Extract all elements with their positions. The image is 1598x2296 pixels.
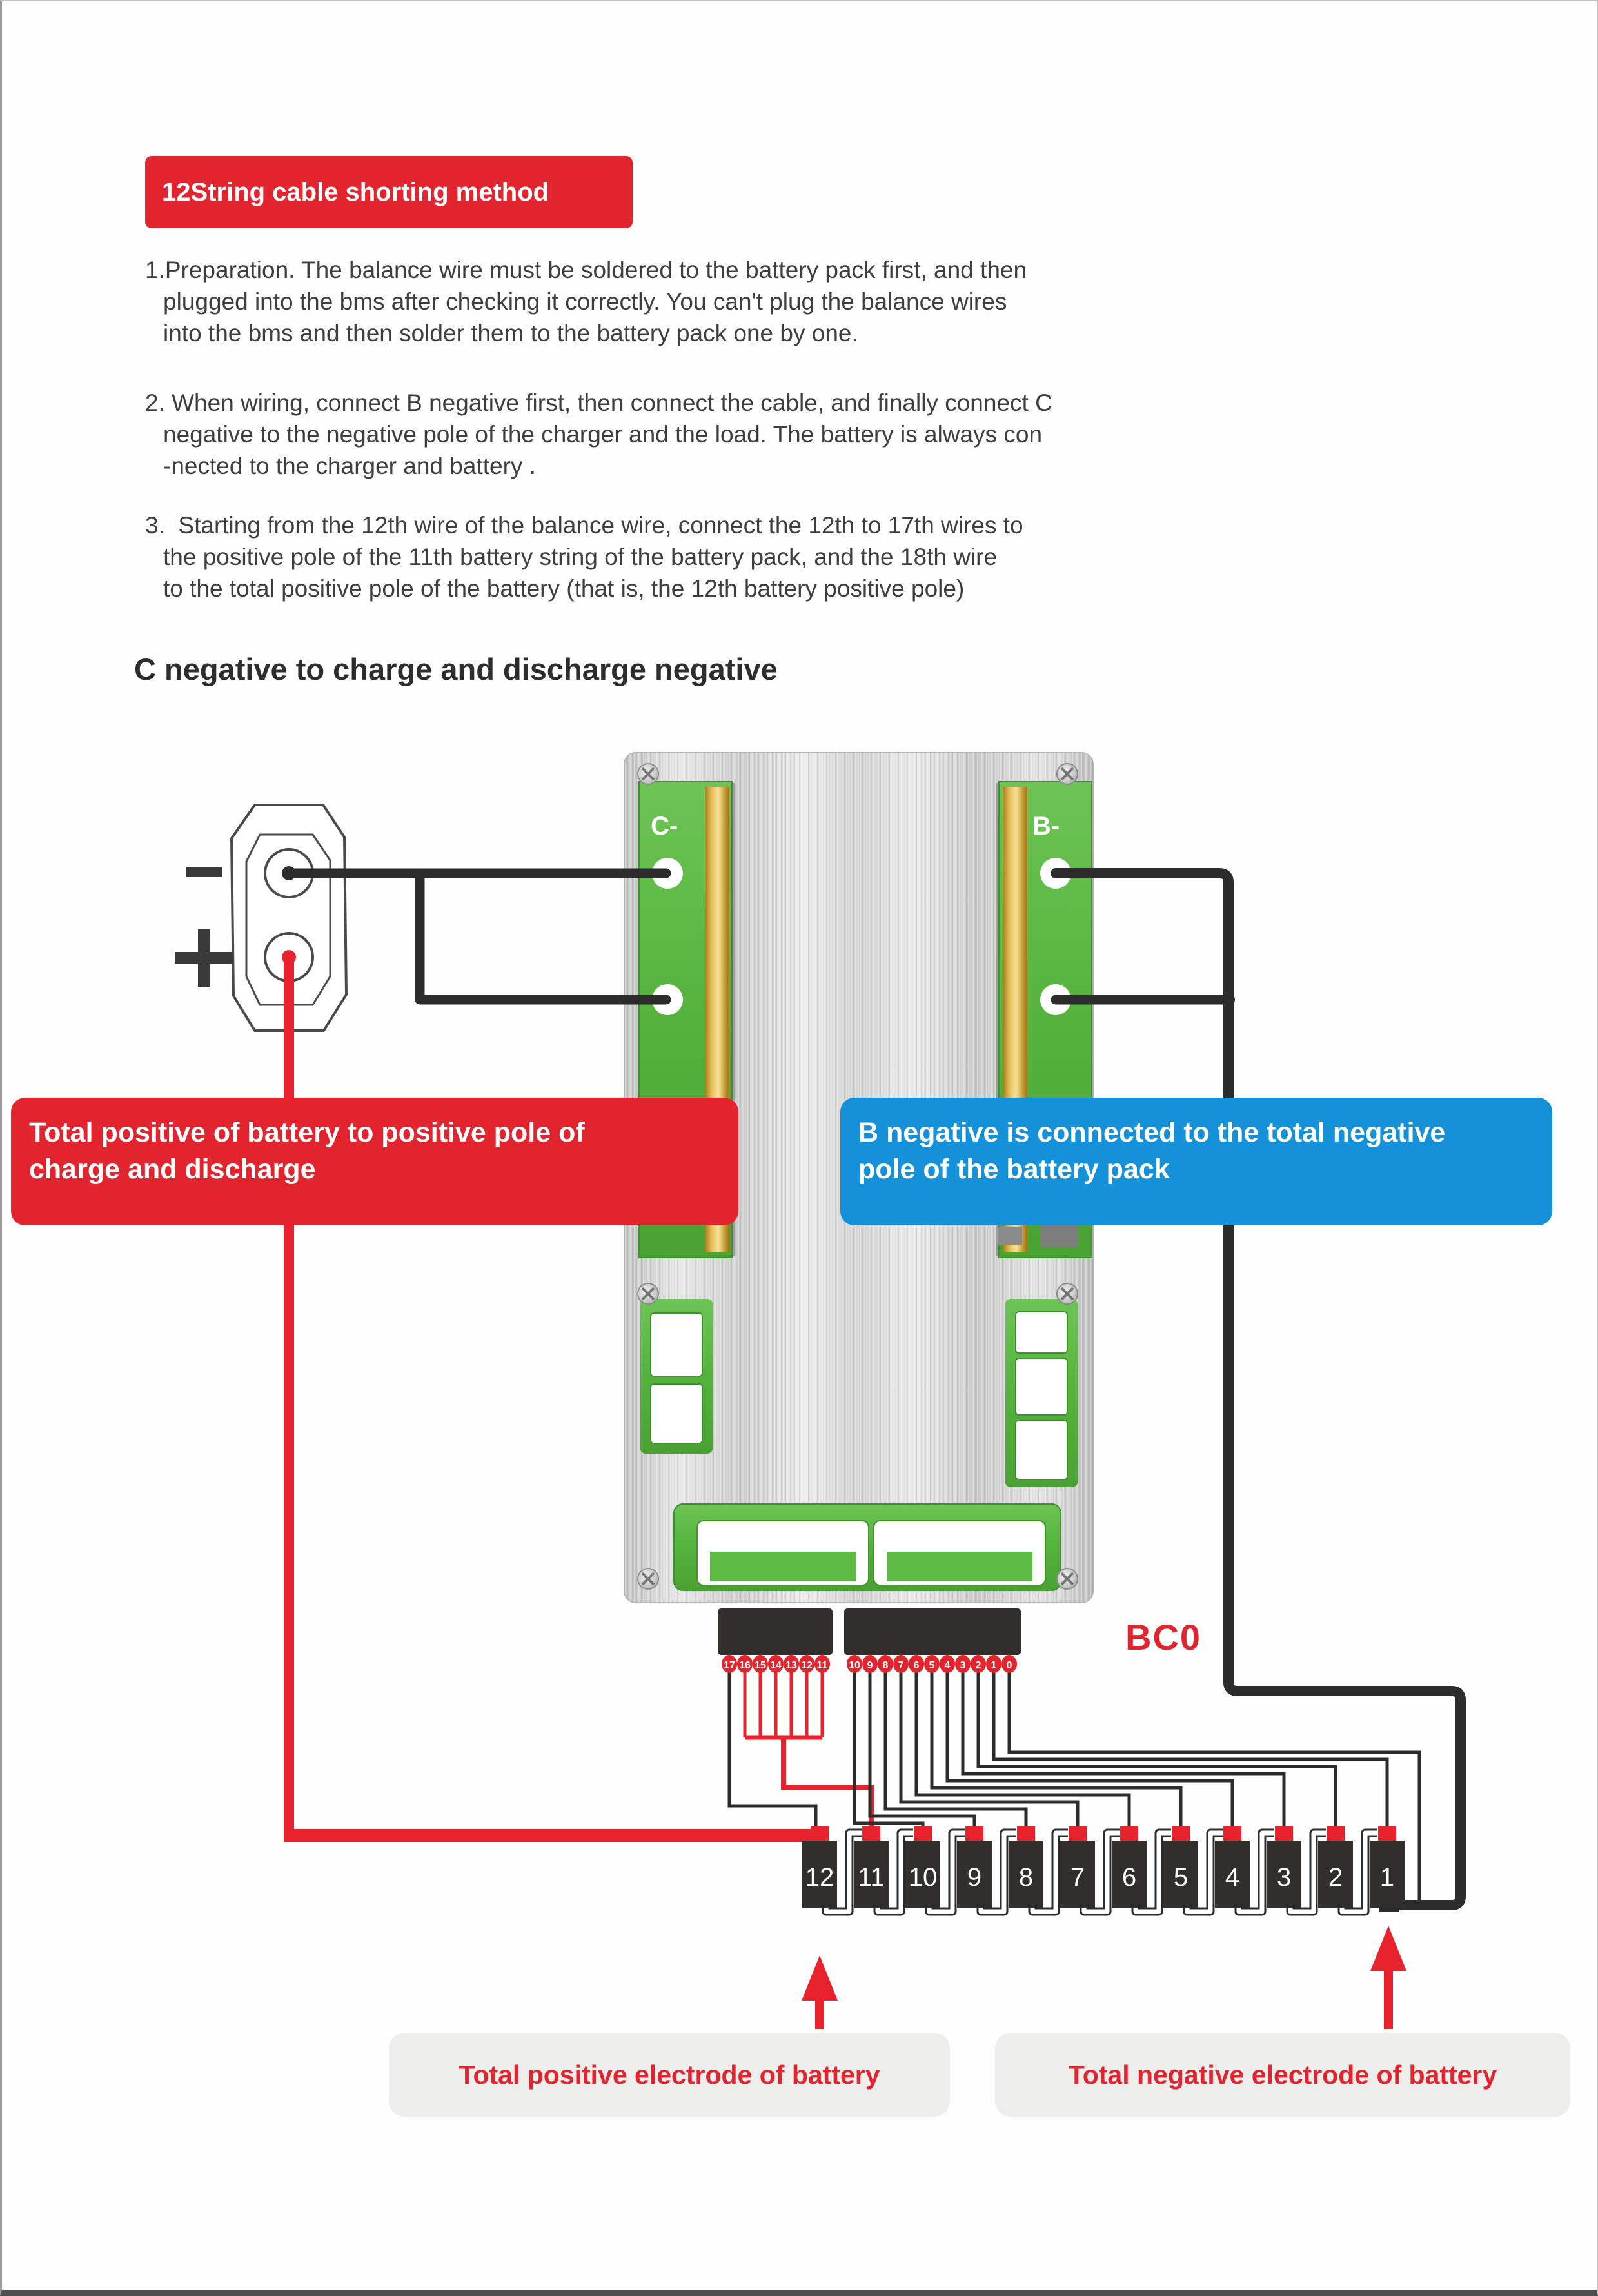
battery-number: 9 (967, 1863, 982, 1892)
balance-pin-12 (799, 1655, 814, 1673)
arrow-shaft (815, 1995, 824, 2029)
battery-number: 12 (805, 1863, 834, 1892)
balance-pin-11 (814, 1655, 830, 1673)
balance-wire-4 (947, 1672, 1232, 1839)
pin-number: 8 (882, 1660, 889, 1671)
battery-number: 10 (908, 1863, 938, 1892)
page-title: 12String cable shorting method (145, 156, 633, 228)
arrow-shaft (1384, 1966, 1393, 2029)
battery-cell-6 (1112, 1826, 1147, 1908)
battery-cell-7 (1060, 1826, 1095, 1908)
balance-receptacle (674, 1504, 1061, 1590)
charger-plug (175, 805, 346, 1031)
terminal-slot (1016, 1420, 1067, 1480)
terminal-slot (651, 1384, 702, 1443)
balance-wire-7 (901, 1672, 1078, 1839)
pin-number: 15 (755, 1660, 766, 1671)
battery-cell-8 (1009, 1826, 1043, 1908)
mid-left-terminal-block (640, 1299, 713, 1454)
callout-line: pole of the battery pack (858, 1154, 1170, 1185)
smd-chip (1040, 1225, 1078, 1247)
terminal-slot (1016, 1312, 1067, 1353)
battery-number: 8 (1018, 1863, 1034, 1892)
balance-pin-2 (971, 1655, 986, 1673)
balance-wire-10 (854, 1672, 923, 1839)
battery-cell-5 (1163, 1826, 1198, 1908)
instruction-line: the positive pole of the 11th battery string of the battery pack, and the 18th wire (163, 544, 998, 570)
battery-cell-2 (1318, 1826, 1353, 1908)
balance-wire-2 (978, 1672, 1336, 1839)
terminal-slot (651, 1313, 702, 1376)
battery-number: 5 (1173, 1863, 1189, 1892)
balance-pin-13 (784, 1655, 799, 1673)
smd-chip (998, 1227, 1022, 1245)
screw-icon (1057, 764, 1078, 784)
b-minus-label: B- (1032, 812, 1060, 840)
battery-number: 7 (1070, 1863, 1085, 1892)
balance-pin-numbers (722, 1655, 1017, 1673)
balance-pin-1 (986, 1655, 1001, 1673)
battery-number: 1 (1379, 1863, 1395, 1892)
battery-positive-cap (862, 1826, 880, 1842)
instruction-line: plugged into the bms after checking it correctly. You can't plug the balance wires (163, 288, 1007, 315)
callout-total-positive (11, 1098, 738, 1225)
pin-number: 16 (739, 1660, 751, 1671)
instruction-line: into the bms and then solder them to the battery pack one by one. (163, 320, 858, 346)
label-total-positive-electrode: Total positive electrode of battery (389, 2033, 950, 2117)
battery-number: 2 (1328, 1863, 1343, 1892)
pin-number: 1 (991, 1660, 997, 1671)
instruction-line: negative to the negative pole of the charger and the load. The battery is always con (163, 421, 1043, 448)
screw-icon (638, 764, 658, 784)
battery-positive-cap (811, 1826, 829, 1842)
pin-number: 7 (898, 1660, 904, 1671)
battery-positive-cap (1327, 1826, 1345, 1842)
section-heading: C negative to charge and discharge negative (134, 652, 778, 686)
receptacle-key (710, 1552, 856, 1581)
mid-right-terminal-block (1005, 1299, 1078, 1487)
battery-positive-cap (914, 1826, 932, 1842)
bc0-label: BC0 (1125, 1617, 1202, 1658)
pin-number: 9 (867, 1660, 873, 1671)
balance-pin-7 (893, 1655, 909, 1673)
battery-number: 6 (1121, 1863, 1137, 1892)
balance-wire-5 (932, 1672, 1181, 1839)
battery-positive-cap (1120, 1826, 1138, 1842)
balance-pin-0 (1001, 1655, 1017, 1673)
pin-number: 10 (849, 1660, 860, 1671)
pin-number: 13 (785, 1660, 797, 1671)
total-positive-wire-horizontal (284, 1829, 819, 1842)
arrow-up-total-positive (802, 1955, 838, 2001)
battery-positive-cap (1223, 1826, 1241, 1842)
pin-number: 14 (770, 1660, 782, 1671)
balance-pin-14 (768, 1655, 784, 1673)
pin-number: 3 (960, 1660, 966, 1671)
instruction-line: 1.Preparation. The balance wire must be soldered to the battery pack first, and then (145, 257, 1027, 283)
pin-number: 4 (944, 1660, 951, 1671)
balance-pin-16 (737, 1655, 753, 1673)
callout-line: Total positive of battery to positive pole of (29, 1117, 585, 1148)
battery-number: 4 (1225, 1863, 1240, 1892)
b-minus-wire-main (1056, 873, 1461, 1905)
balance-wire-17 (729, 1672, 816, 1839)
battery-positive-cap (1172, 1826, 1190, 1842)
balance-pin-8 (878, 1655, 893, 1673)
balance-plug-right (844, 1608, 1021, 1655)
battery-cell-9 (957, 1826, 992, 1908)
battery-cell-11 (854, 1826, 889, 1908)
battery-positive-cap (1378, 1826, 1396, 1842)
pin-number: 6 (913, 1660, 920, 1671)
battery-cell-1 (1370, 1826, 1405, 1908)
balance-pin-9 (862, 1655, 878, 1673)
instruction-line: 2. When wiring, connect B negative first, then connect the cable, and finally connect C (145, 390, 1052, 416)
terminal-slot (1016, 1358, 1067, 1415)
balance-pin-4 (940, 1655, 955, 1673)
pin-number: 0 (1006, 1660, 1012, 1671)
screw-icon (638, 1283, 658, 1304)
callout-b-negative (840, 1098, 1552, 1225)
minus-symbol (186, 867, 222, 877)
balance-pin-17 (722, 1655, 737, 1673)
instruction-line: to the total positive pole of the battery (that is, the 12th battery positive pole) (163, 575, 965, 602)
balance-wire-3 (963, 1672, 1284, 1839)
battery-cell-3 (1267, 1826, 1301, 1908)
plus-symbol-horizontal (175, 952, 233, 964)
pin-number: 17 (724, 1660, 735, 1671)
instruction-line: -nected to the charger and battery . (163, 453, 536, 479)
callout-line: B negative is connected to the total negative (858, 1117, 1446, 1148)
receptacle-key (887, 1552, 1032, 1581)
battery-positive-cap (1275, 1826, 1293, 1842)
callout-line: charge and discharge (29, 1154, 316, 1185)
pointer-arrows (802, 1926, 1406, 2029)
label-total-negative-electrode: Total negative electrode of battery (995, 2033, 1570, 2117)
instruction-line: 3. Starting from the 12th wire of the balance wire, connect the 12th to 17th wires to (145, 512, 1023, 539)
c-minus-label: C- (651, 812, 678, 840)
screw-icon (1057, 1283, 1078, 1304)
pin-number: 12 (801, 1660, 813, 1671)
screw-icon (638, 1569, 658, 1589)
balance-plug-housings (718, 1608, 1201, 1658)
battery-positive-cap (965, 1826, 983, 1842)
battery-positive-cap (1017, 1826, 1035, 1842)
plus-symbol (175, 929, 233, 987)
battery-number: 3 (1276, 1863, 1292, 1892)
battery-positive-cap (1069, 1826, 1087, 1842)
arrow-up-total-negative (1370, 1926, 1406, 1971)
balance-pin-10 (847, 1655, 862, 1673)
battery-cell-10 (905, 1826, 940, 1908)
balance-wire-8 (885, 1672, 1026, 1839)
pin-number: 11 (816, 1660, 828, 1671)
balance-pin-15 (753, 1655, 768, 1673)
pin-number: 2 (975, 1660, 981, 1671)
pin-number: 5 (929, 1660, 935, 1671)
balance-pin-5 (924, 1655, 940, 1673)
battery-cell-4 (1215, 1826, 1250, 1908)
battery-number: 11 (858, 1863, 885, 1892)
balance-wire-1 (994, 1672, 1387, 1839)
wire-junction-dot (1222, 993, 1235, 1006)
balance-pin-3 (955, 1655, 971, 1673)
balance-pin-6 (909, 1655, 924, 1673)
screw-icon (1057, 1569, 1078, 1589)
balance-plug-left (718, 1608, 833, 1655)
